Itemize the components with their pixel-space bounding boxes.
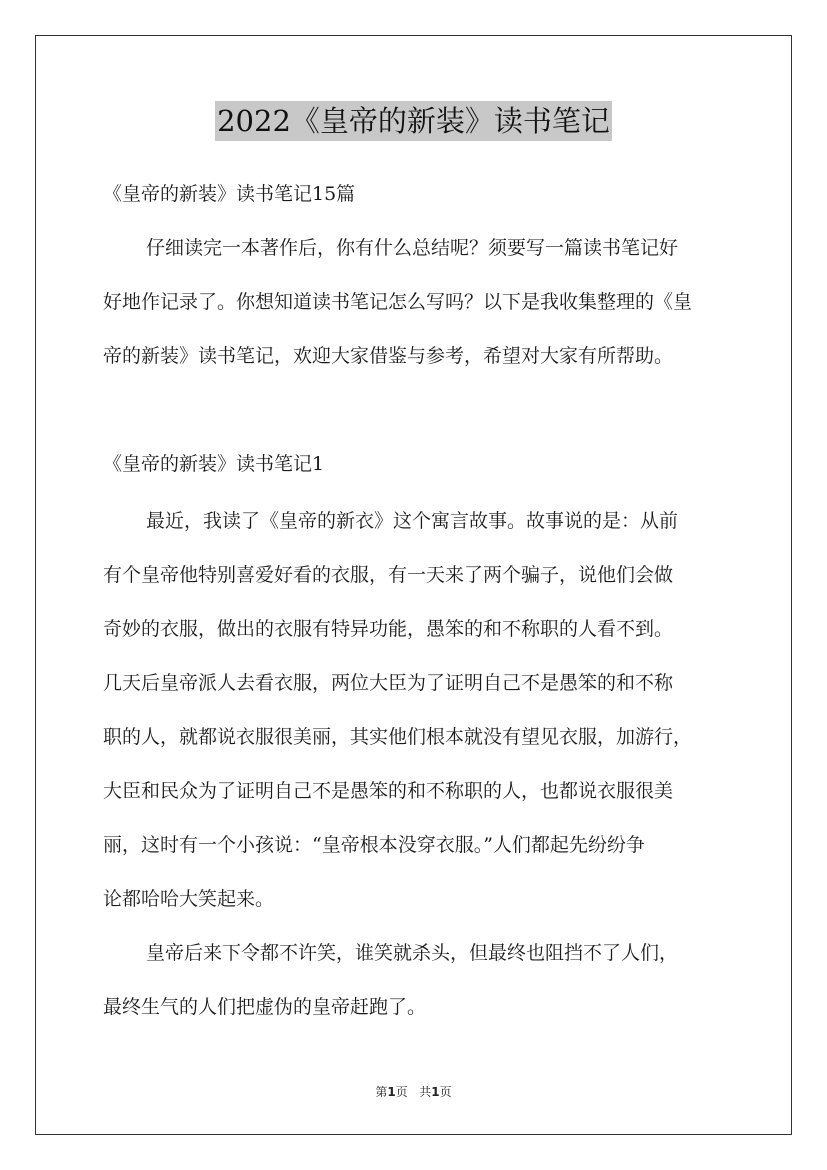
paragraph1-line-2: 有个皇帝他特别喜爱好看的衣服，有一天来了两个骗子，说他们会做 [103,564,674,586]
section-heading: 《皇帝的新装》读书笔记1 [103,453,325,475]
paragraph2-line-2: 最终生气的人们把虚伪的皇帝赶跑了。 [103,996,427,1018]
footer-total-prefix: 共 [419,1085,432,1099]
title-container [0,101,827,141]
paragraph1-line-4: 几天后皇帝派人去看衣服，两位大臣为了证明自己不是愚笨的和不称 [103,672,674,694]
footer-total-word: 页 [439,1085,452,1099]
intro-line-3: 帝的新装》读书笔记，欢迎大家借鉴与参考，希望对大家有所帮助。 [103,345,674,367]
footer-current-page: 1 [387,1085,396,1099]
page-footer [0,1084,827,1100]
paragraph1-line-6: 大臣和民众为了证明自己不是愚笨的和不称职的人，也都说衣服很美 [103,780,674,802]
footer-prefix: 第 [375,1085,388,1099]
paragraph2-line-1: 皇帝后来下令都不许笑，谁笑就杀头，但最终也阻挡不了人们， [146,942,679,964]
paragraph1-line-1: 最近，我读了《皇帝的新衣》这个寓言故事。故事说的是：从前 [146,510,679,532]
document-subtitle: 《皇帝的新装》读书笔记15篇 [103,183,356,205]
footer-page-word: 页 [395,1085,408,1099]
paragraph1-line-3: 奇妙的衣服，做出的衣服有特异功能，愚笨的和不称职的人看不到。 [103,618,674,640]
paragraph1-line-8: 论都哈哈大笑起来。 [103,888,275,910]
paragraph1-line-5: 职的人，就都说衣服很美丽，其实他们根本就没有望见衣服，加游行， [103,726,693,748]
document-title: 2022《皇帝的新装》读书笔记 [215,101,612,141]
intro-line-1: 仔细读完一本著作后，你有什么总结呢？须要写一篇读书笔记好 [146,237,679,259]
intro-line-2: 好地作记录了。你想知道读书笔记怎么写吗？以下是我收集整理的《皇 [103,291,693,313]
paragraph1-line-7: 丽，这时有一个小孩说：“皇帝根本没穿衣服。”人们都起先纷纷争 [103,834,645,856]
footer-total-pages: 1 [431,1085,440,1099]
